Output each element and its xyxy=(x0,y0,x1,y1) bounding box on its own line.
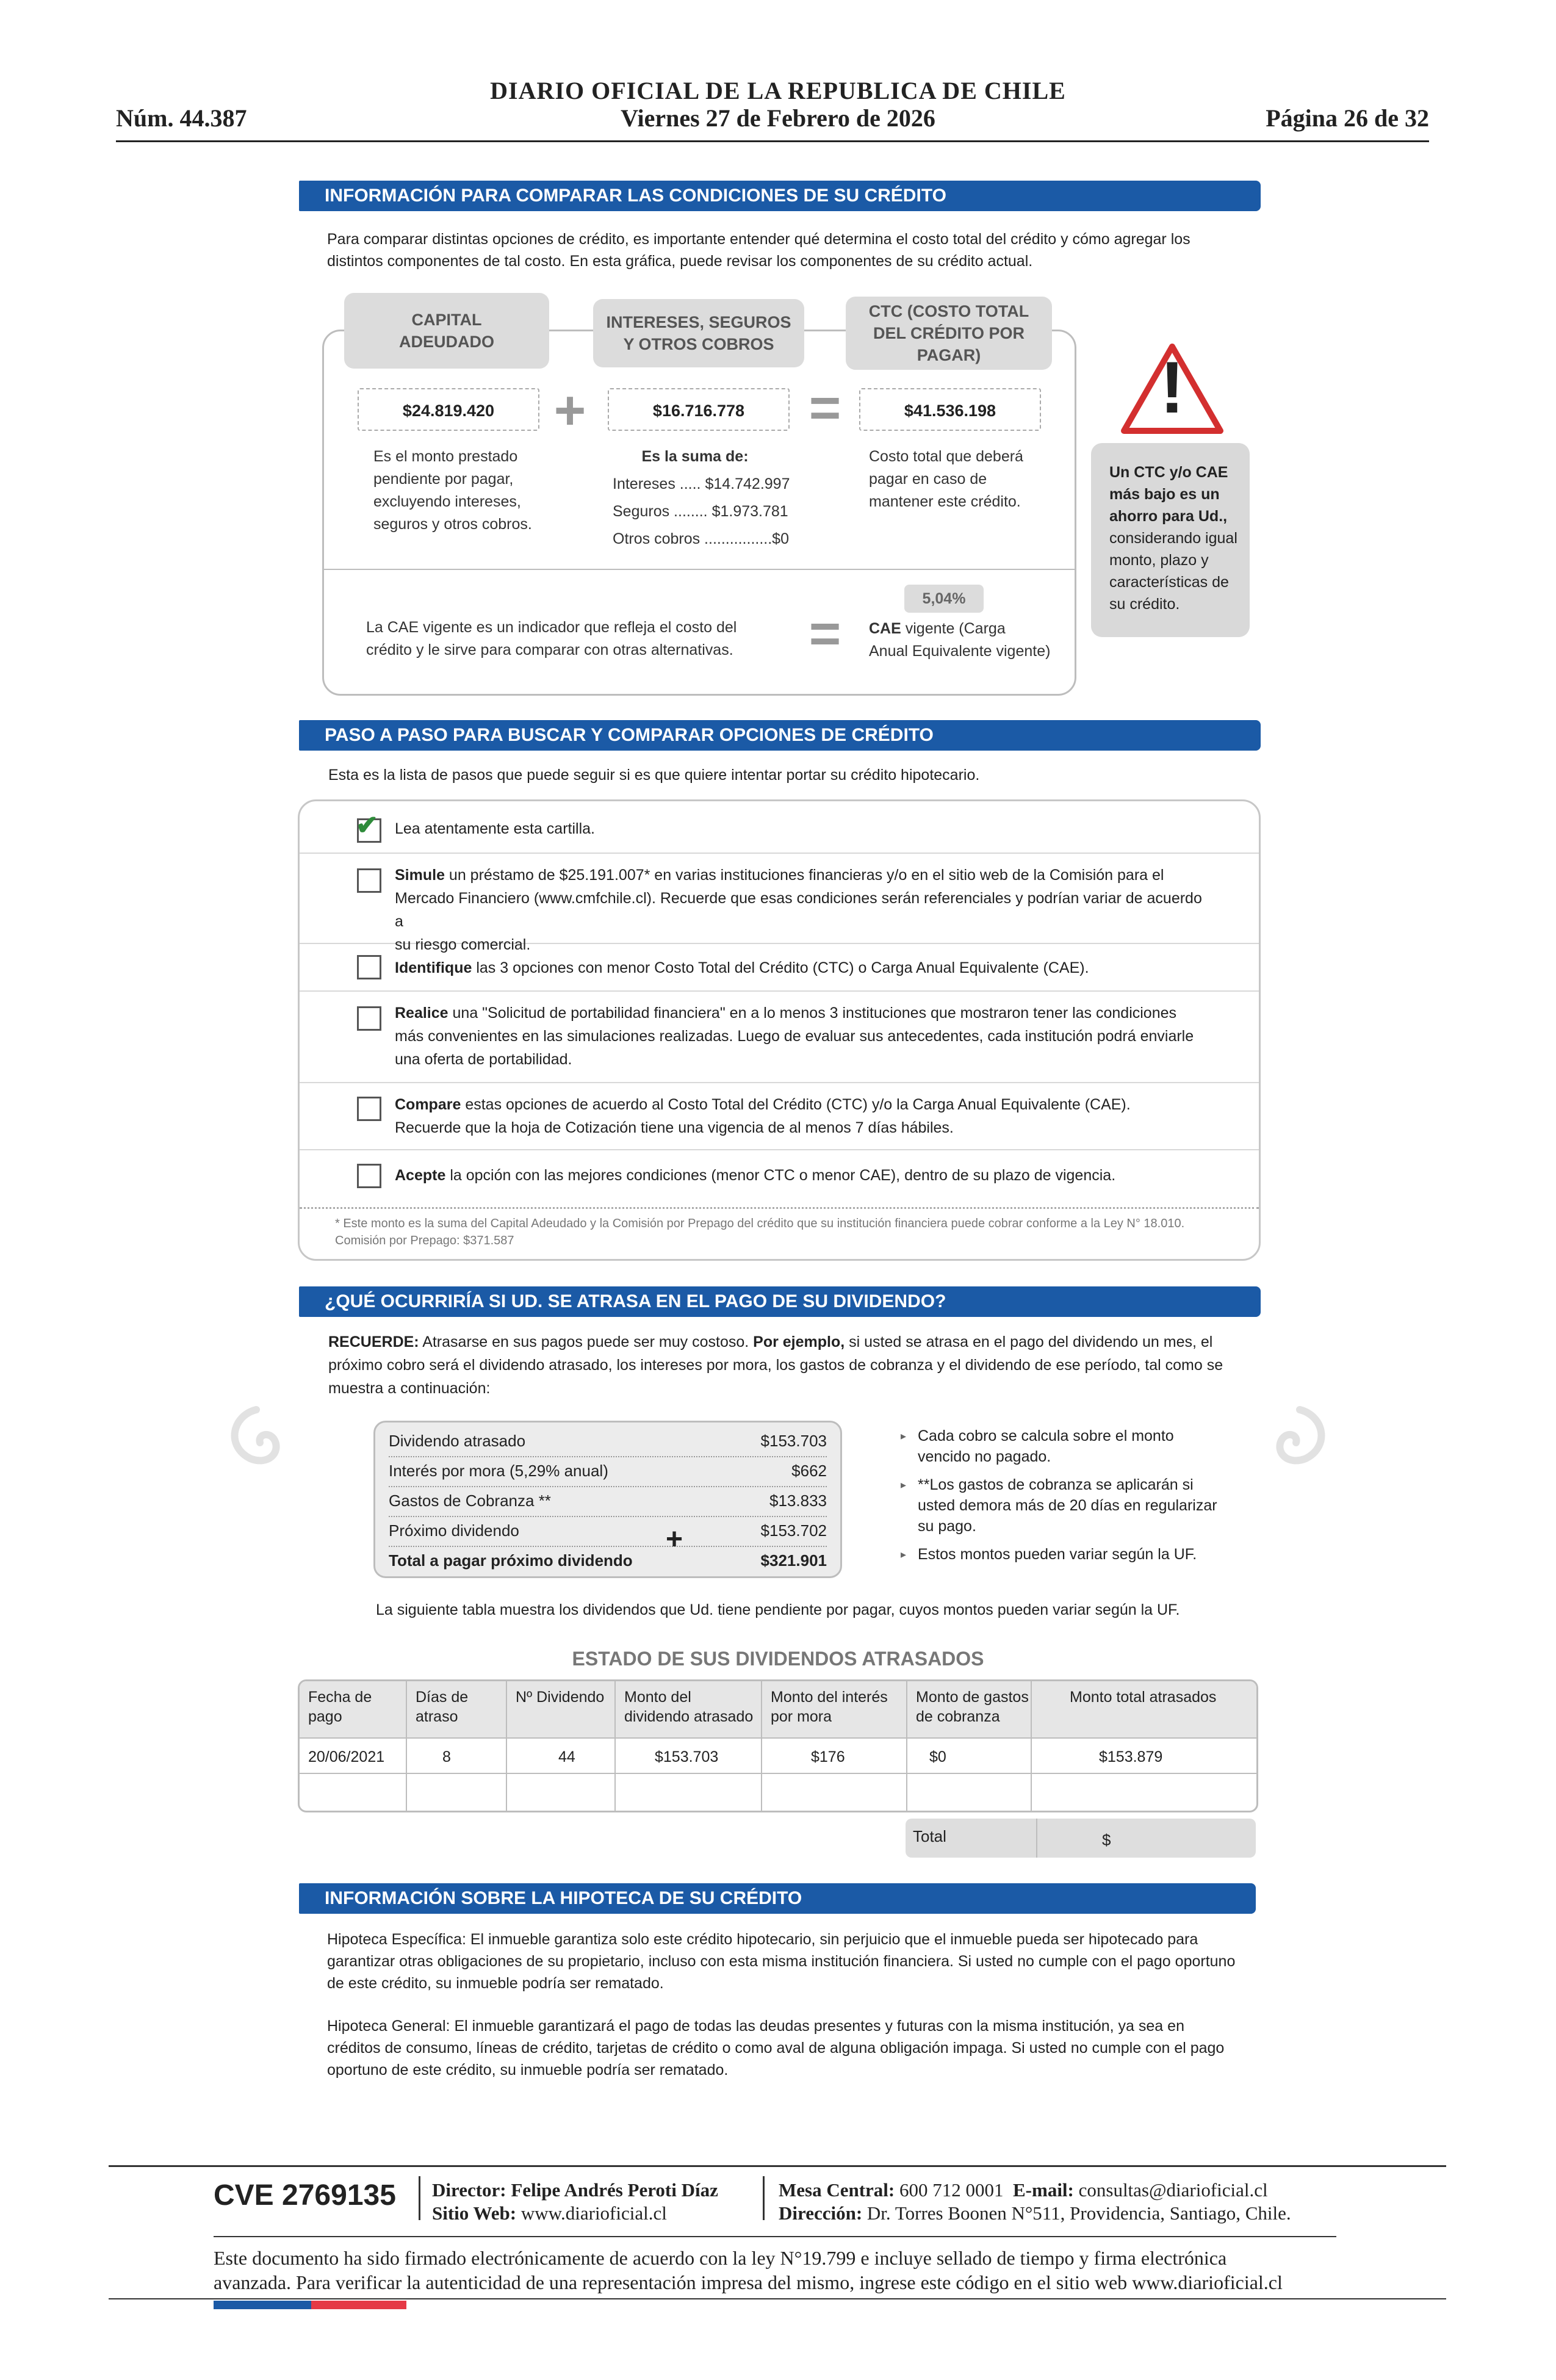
column-header: Días de atraso xyxy=(407,1681,507,1737)
section-title-late-payment: ¿QUÉ OCURRIRÍA SI UD. SE ATRASA EN EL PAGO DE SU DIVIDENDO? xyxy=(299,1286,1261,1317)
cae-equals-operator: = xyxy=(809,604,841,665)
mortgage-specific: Hipoteca Específica: El inmueble garantiza solo este crédito hipotecario, sin perjuicio que el inmueble pueda ser hipotecado para garantizar otras obligaciones de su propietario, incluso con esta misma institución financiera. Si usted no cumple con el pago oportuno de este crédito, su inmueble podría ser rematado. xyxy=(327,1931,1236,1992)
ctc-description: Costo total que deberá pagar en caso de mantener este crédito. xyxy=(869,448,1023,510)
total-value: $ xyxy=(1102,1831,1111,1849)
steps-checklist xyxy=(298,799,1261,1261)
header-divider xyxy=(116,140,1429,142)
table-row: Gastos de Cobranza ** $13.833 xyxy=(389,1486,827,1517)
list-item xyxy=(300,944,1259,992)
section3-recuerde: RECUERDE: Atrasarse en sus pagos puede ser muy costoso. Por ejemplo, si usted se atrasa en el pago del dividendo un mes, el próximo cobro será el dividendo atrasado, los intereses por mora, los gastos de cobranza y el dividendo de ese período, tal como se muestra a continuación: xyxy=(328,1333,1223,1397)
footer-mid-rule xyxy=(214,2236,1336,2237)
intereses-value: $16.716.778 xyxy=(608,388,790,431)
capital-label: CAPITAL ADEUDADO xyxy=(344,293,549,369)
step-text: Simule un préstamo de $25.191.007* en varias instituciones financieras y/o en el sitio web de la Comisión para el Mercado Financiero (www.cmfchile.cl). Recuerde que esas condiciones serán referenciales y podrían variar de acuerdo a su riesgo comercial. xyxy=(395,867,1202,953)
section1-intro: Para comparar distintas opciones de crédito, es importante entender qué determina el costo total del crédito y cómo agregar los distintos componentes de tal costo. En esta gráfica, puede revisar los componentes de su crédito actual. xyxy=(327,231,1190,270)
intereses-label: INTERESES, SEGUROS Y OTROS COBROS xyxy=(593,299,804,367)
column-header: Monto del dividendo atrasado xyxy=(616,1681,762,1737)
footer-director: Director: Felipe Andrés Peroti Díaz Sitio Web: www.diarioficial.cl xyxy=(432,2179,718,2224)
note-item: ▸ Cada cobro se calcula sobre el monto vencido no pagado. xyxy=(901,1427,1174,1465)
section2-intro: Esta es la lista de pasos que puede seguir si es que quiere intentar portar su crédito hipotecario. xyxy=(328,766,980,784)
page-number: Página 26 de 32 xyxy=(1266,104,1429,132)
list-item xyxy=(300,1083,1259,1150)
section-title-compare: INFORMACIÓN PARA COMPARAR LAS CONDICIONES DE SU CRÉDITO xyxy=(299,181,1261,211)
warning-note: Un CTC y/o CAE más bajo es un ahorro para Ud., considerando igual monto, plazo y características de su crédito. xyxy=(1091,443,1250,637)
step-text: Realice una "Solicitud de portabilidad financiera" en a lo menos 3 instituciones que mostraron tener las condiciones más convenientes en las simulaciones realizadas. Luego de evaluar sus antecedentes, cada institución podrá enviarle una oferta de portabilidad. xyxy=(395,1004,1194,1068)
cve-code: CVE 2769135 xyxy=(214,2179,396,2212)
step-checkbox[interactable] xyxy=(357,955,381,979)
newspaper-title: DIARIO OFICIAL DE LA REPUBLICA DE CHILE xyxy=(490,77,1066,104)
footer-separator xyxy=(763,2176,765,2220)
checkmark-icon: ✔ xyxy=(356,810,378,840)
column-header: Monto total atrasados xyxy=(1032,1681,1256,1737)
equals-operator: = xyxy=(809,378,841,439)
table-row: Dividendo atrasado $153.703 xyxy=(389,1426,827,1457)
table-cell: 44 xyxy=(507,1737,616,1812)
plus-operator: + xyxy=(666,1523,683,1556)
table-row: Interés por mora (5,29% anual) $662 xyxy=(389,1456,827,1487)
table-intro: La siguiente tabla muestra los dividendos que Ud. tiene pendiente por pagar, cuyos montos pueden variar según la UF. xyxy=(376,1601,1180,1618)
table-cell: $153.703 xyxy=(616,1737,762,1812)
ornament-left-icon xyxy=(214,1397,299,1483)
total-row: Total a pagar próximo dividendo $321.901 xyxy=(389,1551,827,1570)
frame-divider xyxy=(324,569,1075,570)
arrears-table xyxy=(298,1679,1258,1812)
step-checkbox[interactable] xyxy=(357,1006,381,1031)
footer-separator xyxy=(419,2176,420,2220)
mortgage-general: Hipoteca General: El inmueble garantizará el pago de todas las deudas presentes y futuras con la misma institución, ya sea en créditos de consumo, líneas de crédito, tarjetas de crédito o como aval de alguna obligación impaga. Si usted no cumple con el pago oportuno de este crédito, su inmueble podría ser rematado. xyxy=(327,2018,1225,2079)
column-header: Fecha de pago xyxy=(300,1681,407,1737)
footer-top-rule xyxy=(109,2165,1446,2167)
issue-number: Núm. 44.387 xyxy=(116,104,247,132)
total-label: Total xyxy=(913,1827,946,1845)
flag-stripe-red xyxy=(311,2301,406,2309)
intereses-breakdown: Es la suma de: Intereses ..... $14.742.997 Seguros ........ $1.973.781 Otros cobros ................$0 xyxy=(613,448,790,547)
table-cell: $0 xyxy=(907,1737,1032,1812)
column-header: Monto de gastos de cobranza xyxy=(907,1681,1032,1737)
note-item: ▸ **Los gastos de cobranza se aplicarán si usted demora más de 20 días en regularizar su pago. xyxy=(901,1476,1217,1535)
plus-operator: + xyxy=(553,380,586,441)
table-title: ESTADO DE SUS DIVIDENDOS ATRASADOS xyxy=(572,1648,984,1670)
capital-value: $24.819.420 xyxy=(358,388,539,431)
legal-notice: Este documento ha sido firmado electrónicamente de acuerdo con la ley N°19.799 e incluye sellado de tiempo y firma electrónica avanzada. Para verificar la autenticidad de una representación impresa del mismo, ingrese este código en el sitio web www.diarioficial.cl xyxy=(214,2247,1283,2293)
ornament-right-icon xyxy=(1257,1397,1342,1483)
step-checkbox[interactable] xyxy=(357,1097,381,1121)
warning-exclamation: ! xyxy=(1160,347,1184,428)
cae-label: CAE vigente (Carga Anual Equivalente vigente) xyxy=(869,620,1051,660)
table-cell: 8 xyxy=(407,1737,507,1812)
step-text: Compare estas opciones de acuerdo al Costo Total del Crédito (CTC) y/o la Carga Anual Equivalente (CAE). Recuerde que la hoja de Cotización tiene una vigencia de al menos 7 días hábiles. xyxy=(395,1096,1131,1136)
list-item xyxy=(300,854,1259,953)
ctc-label: CTC (COSTO TOTAL DEL CRÉDITO POR PAGAR) xyxy=(846,297,1052,370)
cae-value: 5,04% xyxy=(904,585,984,613)
payment-breakdown xyxy=(373,1421,842,1578)
step-checkbox[interactable] xyxy=(357,868,381,893)
step-text: Identifique las 3 opciones con menor Costo Total del Crédito (CTC) o Carga Anual Equivalente (CAE). xyxy=(395,959,1089,976)
late-payment-notes xyxy=(901,1426,1242,1565)
issue-date: Viernes 27 de Febrero de 2026 xyxy=(621,104,935,132)
step-text: Lea atentamente esta cartilla. xyxy=(395,820,595,837)
steps-footnote: * Este monto es la suma del Capital Adeudado y la Comisión por Prepago del crédito que su institución financiera puede cobrar conforme a la Ley N° 18.010. Comisión por Prepago: $371.587 xyxy=(335,1217,1185,1247)
list-item xyxy=(300,1150,1259,1209)
ctc-value: $41.536.198 xyxy=(859,388,1041,431)
column-header: Monto del interés por mora xyxy=(762,1681,907,1737)
capital-description: Es el monto prestado pendiente por pagar, excluyendo intereses, seguros y otros cobros. xyxy=(373,448,532,533)
flag-stripe-blue xyxy=(214,2301,311,2309)
table-cell: $153.879 xyxy=(1099,1748,1163,1765)
step-checkbox[interactable] xyxy=(357,1164,381,1188)
table-cell: $176 xyxy=(762,1737,907,1812)
footer-contact: Mesa Central: 600 712 0001 E-mail: consultas@diarioficial.cl Dirección: Dr. Torres Boonen N°511, Providencia, Santiago, Chile. xyxy=(779,2179,1291,2224)
table-cell: 20/06/2021 xyxy=(300,1737,407,1812)
cae-description: La CAE vigente es un indicador que refleja el costo del crédito y le sirve para comparar con otras alternativas. xyxy=(366,619,737,658)
footer-bottom-rule xyxy=(109,2298,1446,2299)
section-title-steps: PASO A PASO PARA BUSCAR Y COMPARAR OPCIONES DE CRÉDITO xyxy=(299,720,1261,751)
section-title-mortgage: INFORMACIÓN SOBRE LA HIPOTECA DE SU CRÉDITO xyxy=(299,1883,1256,1914)
column-header: Nº Dividendo xyxy=(507,1681,616,1737)
list-item xyxy=(300,801,1259,854)
list-item xyxy=(300,992,1259,1083)
total-row xyxy=(906,1819,1256,1858)
step-text: Acepte la opción con las mejores condiciones (menor CTC o menor CAE), dentro de su plazo de vigencia. xyxy=(395,1167,1116,1184)
note-item: ▸ Estos montos pueden variar según la UF. xyxy=(901,1546,1197,1563)
table-row: Próximo dividendo $153.702 xyxy=(389,1516,827,1547)
